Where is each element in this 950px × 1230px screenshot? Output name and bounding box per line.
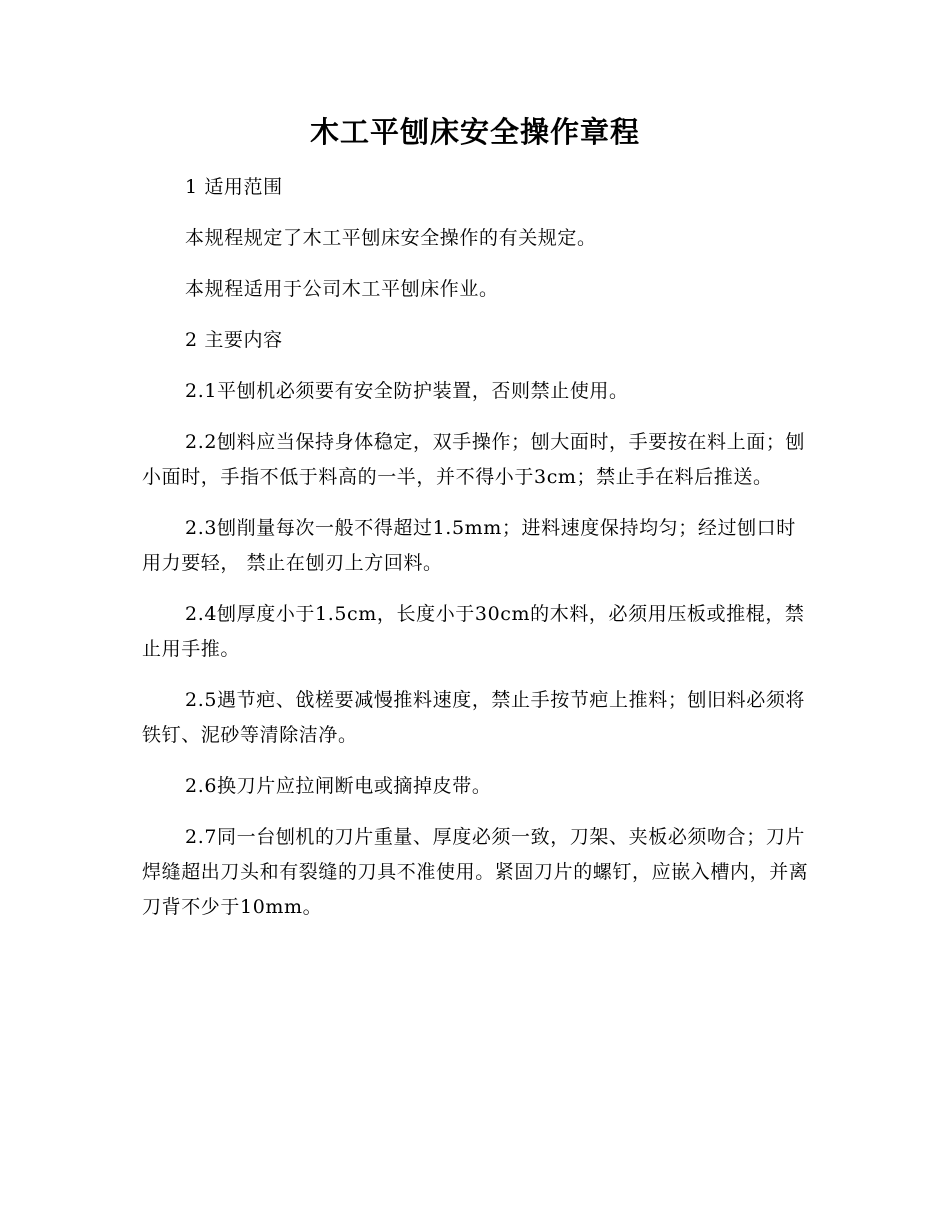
- section-heading-scope: 1 适用范围: [185, 176, 283, 198]
- clause-2-2: 2.2刨料应当保持身体稳定，双手操作；刨大面时，手要按在料上面；刨小面时，手指不低于料高的一半，并不得小于3cm；禁止手在料后推送。: [142, 431, 806, 488]
- clause-2-1: 2.1平刨机必须要有安全防护装置，否则禁止使用。: [185, 380, 629, 402]
- clause-2-4: 2.4刨厚度小于1.5cm，长度小于30cm的木料，必须用压板或推棍，禁止用手推。: [142, 603, 805, 660]
- clause-2-6: 2.6换刀片应拉闸断电或摘掉皮带。: [185, 775, 492, 797]
- document-body: [142, 170, 810, 941]
- paragraph-scope-application: 本规程适用于公司木工平刨床作业。: [185, 278, 499, 300]
- clause-2-7: 2.7同一台刨机的刀片重量、厚度必须一致，刀架、夹板必须吻合；刀片焊缝超出刀头和有裂缝的刀具不准使用。紧固刀片的螺钉，应嵌入槽内，并离刀背不少于10mm。: [142, 826, 809, 918]
- clause-2-3: 2.3刨削量每次一般不得超过1.5mm；进料速度保持均匀；经过刨口时用力要轻， 禁止在刨刃上方回料。: [142, 517, 796, 574]
- section-heading-main-content: 2 主要内容: [185, 329, 283, 351]
- document-title: 木工平刨床安全操作章程: [309, 115, 640, 149]
- paragraph-scope-definition: 本规程规定了木工平刨床安全操作的有关规定。: [185, 227, 597, 249]
- clause-2-5: 2.5遇节疤、戗槎要减慢推料速度，禁止手按节疤上推料；刨旧料必须将铁钉、泥砂等清除洁净。: [142, 689, 806, 746]
